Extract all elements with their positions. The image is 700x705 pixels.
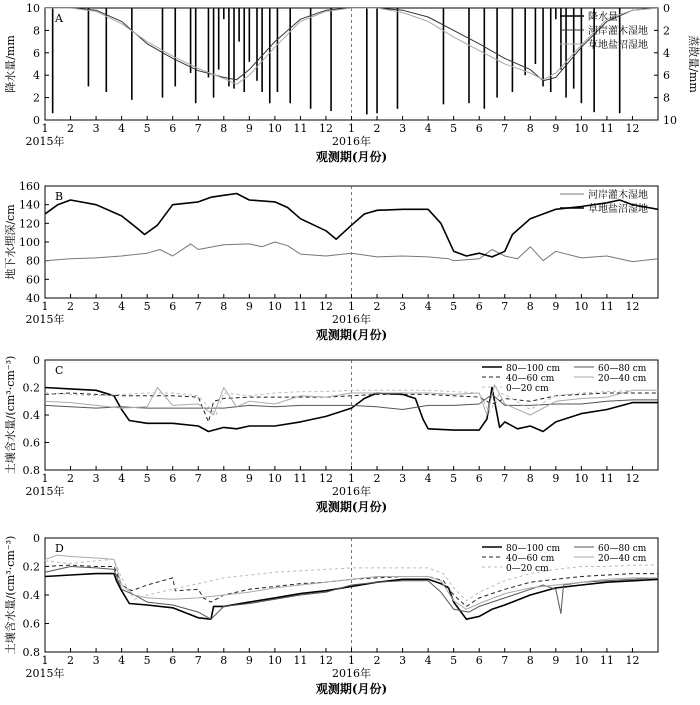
y-tick-label: 0.2 bbox=[22, 381, 40, 395]
year-label: 2016年 bbox=[332, 485, 371, 498]
x-axis-label: 观测期(月份) bbox=[315, 150, 388, 164]
y2-tick-label: 6 bbox=[663, 69, 670, 83]
x-tick-label: 11 bbox=[293, 122, 308, 135]
x-tick-label: 2 bbox=[373, 472, 381, 485]
y-tick-label: 0.4 bbox=[22, 409, 40, 422]
y-tick-label: 0.6 bbox=[22, 617, 40, 631]
x-tick-label: 4 bbox=[424, 122, 432, 135]
y-tick-label: 0.4 bbox=[22, 589, 40, 602]
x-tick-label: 7 bbox=[501, 472, 509, 485]
legend-label: 河岸灌木湿地 bbox=[588, 190, 648, 201]
x-tick-label: 10 bbox=[574, 654, 589, 667]
y2-tick-label: 4 bbox=[663, 46, 670, 60]
panel-a bbox=[3, 2, 700, 164]
y-tick-label: 6 bbox=[33, 46, 40, 60]
x-tick-label: 3 bbox=[399, 122, 407, 135]
year-label: 2015年 bbox=[25, 135, 65, 148]
x-tick-label: 6 bbox=[475, 472, 483, 485]
x-tick-label: 1 bbox=[41, 122, 49, 135]
y-tick-label: 100 bbox=[19, 236, 40, 249]
panel-label: B bbox=[55, 190, 64, 203]
x-tick-label: 11 bbox=[293, 654, 308, 667]
x-tick-label: 4 bbox=[424, 654, 432, 667]
x-tick-label: 6 bbox=[475, 654, 483, 667]
legend-label: 20—40 cm bbox=[598, 374, 647, 384]
y-tick-label: 10 bbox=[26, 2, 40, 15]
panel-c bbox=[3, 354, 658, 514]
y-tick-label: 4 bbox=[33, 69, 40, 83]
x-tick-label: 3 bbox=[92, 654, 100, 667]
x-tick-label: 2 bbox=[373, 122, 381, 135]
x-tick-label: 2 bbox=[373, 300, 381, 313]
x-tick-label: 5 bbox=[143, 654, 151, 667]
panel-label: A bbox=[55, 12, 63, 25]
x-tick-label: 10 bbox=[267, 654, 282, 667]
x-tick-label: 7 bbox=[501, 654, 509, 667]
x-tick-label: 5 bbox=[450, 122, 458, 135]
y-tick-label: 60 bbox=[26, 273, 40, 287]
y-tick-label: 0.2 bbox=[22, 560, 40, 574]
x-tick-label: 2 bbox=[67, 654, 75, 667]
x-tick-label: 8 bbox=[526, 654, 534, 667]
legend bbox=[482, 364, 647, 394]
x-tick-label: 1 bbox=[348, 122, 355, 135]
panel-d bbox=[3, 532, 658, 696]
legend-label: 草地盐沼湿地 bbox=[588, 204, 648, 215]
x-tick-label: 6 bbox=[169, 300, 177, 313]
year-label: 2016年 bbox=[332, 313, 371, 326]
panel-b bbox=[3, 180, 658, 342]
x-tick-label: 12 bbox=[318, 472, 333, 485]
x-tick-label: 12 bbox=[318, 654, 333, 667]
x-tick-label: 7 bbox=[501, 300, 509, 313]
x-tick-label: 11 bbox=[599, 300, 614, 313]
x-tick-label: 8 bbox=[526, 472, 534, 485]
x-tick-label: 2 bbox=[373, 654, 381, 667]
legend-label: 60—80 cm bbox=[598, 544, 647, 554]
x-tick-label: 8 bbox=[220, 122, 228, 135]
x-tick-label: 10 bbox=[574, 300, 589, 313]
y-tick-label: 8 bbox=[33, 24, 40, 38]
y2-tick-label: 8 bbox=[663, 91, 670, 105]
y-tick-label: 0.8 bbox=[22, 646, 40, 659]
year-label: 2016年 bbox=[332, 135, 371, 148]
panel-label: D bbox=[55, 542, 64, 555]
x-tick-label: 6 bbox=[169, 122, 177, 135]
year-label: 2015年 bbox=[25, 485, 65, 498]
legend-label: 0—20 cm bbox=[506, 384, 549, 394]
y-tick-label: 0.8 bbox=[22, 464, 40, 477]
x-tick-label: 11 bbox=[599, 472, 614, 485]
x-tick-label: 10 bbox=[267, 300, 282, 313]
y-tick-label: 80 bbox=[26, 254, 40, 268]
x-tick-label: 11 bbox=[293, 300, 308, 313]
x-tick-label: 9 bbox=[245, 654, 253, 667]
x-tick-label: 4 bbox=[424, 300, 432, 313]
x-tick-label: 4 bbox=[118, 300, 126, 313]
x-tick-label: 8 bbox=[220, 300, 228, 313]
y2-tick-label: 10 bbox=[663, 114, 677, 127]
x-tick-label: 12 bbox=[625, 654, 640, 667]
x-tick-label: 6 bbox=[169, 472, 177, 485]
x-tick-label: 9 bbox=[552, 654, 560, 667]
x-tick-label: 9 bbox=[245, 122, 253, 135]
x-tick-label: 5 bbox=[143, 300, 151, 313]
x-tick-label: 10 bbox=[267, 122, 282, 135]
x-tick-label: 1 bbox=[348, 472, 355, 485]
y-tick-label: 0.6 bbox=[22, 436, 40, 450]
x-tick-label: 8 bbox=[526, 300, 534, 313]
y-tick-label: 0 bbox=[33, 114, 40, 127]
x-tick-label: 6 bbox=[475, 300, 483, 313]
x-tick-label: 10 bbox=[574, 472, 589, 485]
x-tick-label: 12 bbox=[625, 472, 640, 485]
panel-label: C bbox=[55, 364, 64, 377]
y2-tick-label: 2 bbox=[663, 24, 670, 38]
x-tick-label: 9 bbox=[552, 472, 560, 485]
y-tick-label: 140 bbox=[19, 198, 40, 212]
x-tick-label: 3 bbox=[92, 300, 100, 313]
x-tick-label: 5 bbox=[450, 300, 458, 313]
y-tick-label: 0 bbox=[33, 354, 40, 367]
y-tick-label: 120 bbox=[19, 217, 40, 231]
x-tick-label: 5 bbox=[143, 122, 151, 135]
x-tick-label: 2 bbox=[67, 472, 75, 485]
legend-label: 河岸灌木湿地 bbox=[588, 26, 648, 37]
x-tick-label: 4 bbox=[118, 654, 126, 667]
x-tick-label: 9 bbox=[245, 300, 253, 313]
x-tick-label: 1 bbox=[41, 654, 49, 667]
x-tick-label: 11 bbox=[293, 472, 308, 485]
x-tick-label: 3 bbox=[399, 300, 407, 313]
x-tick-label: 1 bbox=[348, 654, 355, 667]
y-axis-label: 土壤含水量/(cm³·cm⁻³) bbox=[4, 355, 17, 475]
x-tick-label: 12 bbox=[318, 122, 333, 135]
x-tick-label: 11 bbox=[599, 122, 614, 135]
legend-label: 40—60 cm bbox=[506, 374, 555, 384]
x-tick-label: 9 bbox=[552, 122, 560, 135]
y-tick-label: 2 bbox=[33, 91, 40, 105]
x-tick-label: 6 bbox=[475, 122, 483, 135]
x-tick-label: 9 bbox=[552, 300, 560, 313]
x-tick-label: 5 bbox=[450, 654, 458, 667]
y-tick-label: 40 bbox=[26, 292, 40, 305]
y2-tick-label: 0 bbox=[663, 2, 670, 15]
x-tick-label: 7 bbox=[194, 472, 202, 485]
y-axis-label: 降水量/mm bbox=[4, 35, 17, 93]
x-tick-label: 3 bbox=[92, 122, 100, 135]
x-tick-label: 10 bbox=[267, 472, 282, 485]
legend-label: 降水量 bbox=[588, 12, 618, 23]
x-tick-label: 5 bbox=[450, 472, 458, 485]
y2-axis-label: 蒸散量/mm bbox=[687, 35, 700, 93]
x-tick-label: 3 bbox=[399, 472, 407, 485]
x-tick-label: 8 bbox=[220, 654, 228, 667]
x-tick-label: 4 bbox=[424, 472, 432, 485]
legend-label: 20—40 cm bbox=[598, 554, 647, 564]
x-tick-label: 3 bbox=[399, 654, 407, 667]
x-tick-label: 12 bbox=[625, 300, 640, 313]
x-tick-label: 12 bbox=[318, 300, 333, 313]
x-axis-label: 观测期(月份) bbox=[315, 328, 388, 342]
legend-label: 草地盐沼湿地 bbox=[588, 40, 648, 51]
x-tick-label: 11 bbox=[599, 654, 614, 667]
x-tick-label: 1 bbox=[41, 472, 49, 485]
legend-label: 80—100 cm bbox=[506, 364, 561, 374]
legend-label: 40—60 cm bbox=[506, 554, 555, 564]
series-group bbox=[45, 194, 658, 262]
x-tick-label: 7 bbox=[501, 122, 509, 135]
x-tick-label: 1 bbox=[348, 300, 355, 313]
x-tick-label: 12 bbox=[625, 122, 640, 135]
x-tick-label: 4 bbox=[118, 472, 126, 485]
year-label: 2015年 bbox=[25, 667, 65, 680]
x-tick-label: 3 bbox=[92, 472, 100, 485]
x-tick-label: 10 bbox=[574, 122, 589, 135]
y-tick-label: 0 bbox=[33, 532, 40, 545]
legend bbox=[560, 188, 648, 215]
y-axis-label: 土壤含水量/(cm³·cm⁻³) bbox=[4, 535, 17, 655]
x-tick-label: 5 bbox=[143, 472, 151, 485]
legend bbox=[482, 544, 647, 574]
x-tick-label: 2 bbox=[67, 122, 75, 135]
x-tick-label: 8 bbox=[220, 472, 228, 485]
y-axis-label: 地下水埋深/cm bbox=[4, 204, 17, 280]
x-tick-label: 7 bbox=[194, 122, 202, 135]
x-tick-label: 4 bbox=[118, 122, 126, 135]
legend-label: 0—20 cm bbox=[506, 564, 549, 574]
legend-label: 60—80 cm bbox=[598, 364, 647, 374]
x-tick-label: 7 bbox=[194, 300, 202, 313]
x-tick-label: 6 bbox=[169, 654, 177, 667]
year-label: 2015年 bbox=[25, 313, 65, 326]
year-label: 2016年 bbox=[332, 667, 371, 680]
x-tick-label: 1 bbox=[41, 300, 49, 313]
x-tick-label: 8 bbox=[526, 122, 534, 135]
x-axis-label: 观测期(月份) bbox=[315, 500, 388, 514]
y-tick-label: 160 bbox=[19, 180, 40, 193]
x-axis-label: 观测期(月份) bbox=[315, 682, 388, 696]
legend-label: 80—100 cm bbox=[506, 544, 561, 554]
x-tick-label: 9 bbox=[245, 472, 253, 485]
x-tick-label: 7 bbox=[194, 654, 202, 667]
x-tick-label: 2 bbox=[67, 300, 75, 313]
